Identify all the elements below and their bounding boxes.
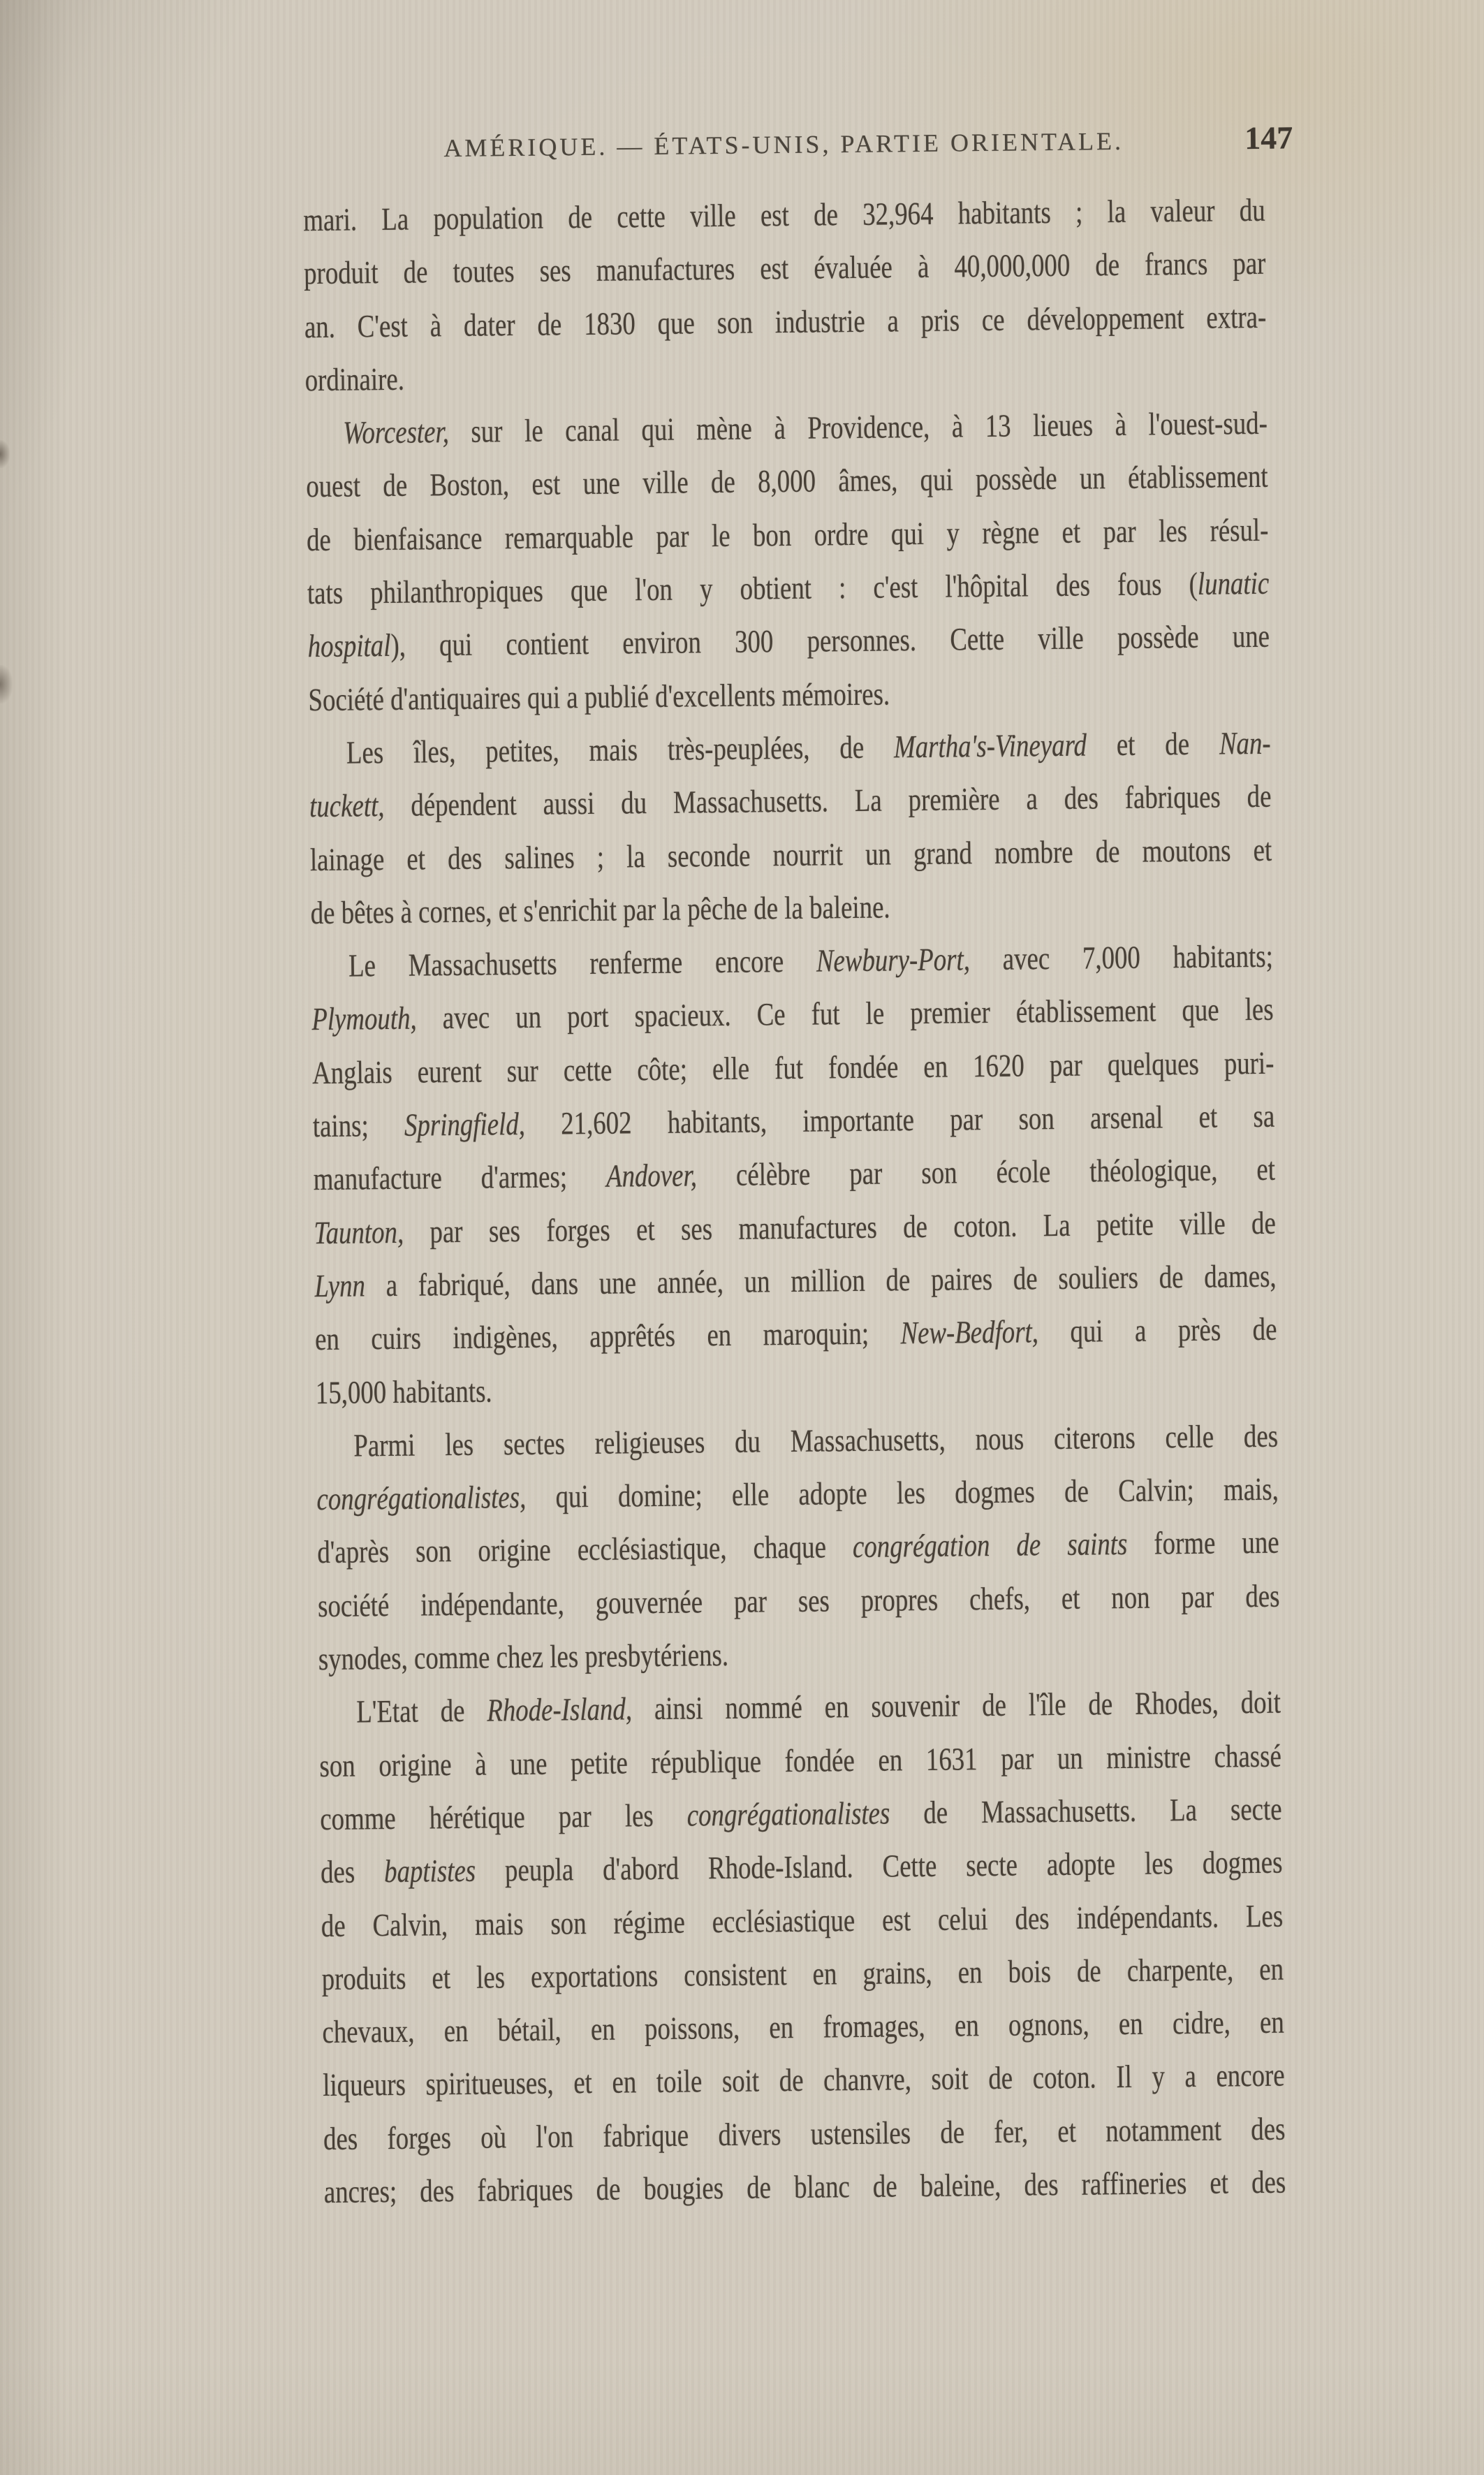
body-text: célèbre par son école théologique, et <box>696 1151 1276 1193</box>
text-line <box>318 1569 1280 1633</box>
text-line <box>323 2102 1286 2166</box>
text-line <box>303 184 1265 247</box>
italic-text: Newbury-Port, <box>816 941 971 979</box>
body-text: chevaux, en bétail, en poissons, en fromages, en ognons, en cidre, en <box>322 2003 1285 2050</box>
page-number: 147 <box>1244 119 1293 156</box>
text-line <box>322 1996 1284 2059</box>
body-text: an. C'est à dater de 1830 que son industrie a pris ce développement extra- <box>304 298 1267 344</box>
body-text: comme hérétique par les <box>320 1797 688 1837</box>
text-line <box>307 557 1270 620</box>
text-line <box>304 237 1266 300</box>
italic-text: Andover, <box>605 1157 698 1195</box>
body-text: en cuirs indigènes, apprêtés en maroquin; <box>314 1315 901 1357</box>
body-text: synodes, comme chez les presbytériens. <box>318 1636 729 1677</box>
text-line <box>307 610 1270 673</box>
body-text: de Massachusetts. La secte <box>890 1790 1282 1831</box>
text-line <box>309 717 1271 780</box>
text-line <box>311 930 1273 993</box>
body-text: ouest de Boston, est une ville de 8,000 âmes, qui possède un établissement <box>306 458 1268 504</box>
text-line <box>321 1942 1284 2006</box>
body-text: Société d'antiquaires qui a publié d'excellents mémoires. <box>308 676 890 717</box>
body-text: L'Etat de <box>356 1692 487 1730</box>
italic-text: baptistes <box>383 1852 476 1890</box>
body-text: dépendent aussi du Massachusetts. La première a des fabriques de <box>384 778 1272 824</box>
body-text: 15,000 habitants. <box>315 1373 492 1410</box>
body-text: lainage et des salines ; la seconde nourrit un grand nombre de moutons et <box>309 831 1272 877</box>
body-text: de Calvin, mais son régime ecclésiastique est celui des indépendants. Les <box>321 1897 1284 1943</box>
running-title: AMÉRIQUE. — ÉTATS-UNIS, PARTIE ORIENTALE. <box>443 126 1124 163</box>
body-text: des <box>320 1853 385 1890</box>
text-line <box>315 1303 1277 1366</box>
italic-text: Worcester, <box>342 414 450 451</box>
body-text: Anglais eurent sur cette côte; elle fut fondée en 1620 par quelques puri- <box>311 1044 1274 1090</box>
text-line <box>311 983 1274 1046</box>
body-text: Le Massachusetts renferme encore <box>348 942 817 984</box>
body-text: avec 7,000 habitants; <box>969 937 1274 977</box>
page-header <box>302 119 1293 164</box>
body-text: par ses forges et ses manufactures de coton. La petite ville de <box>403 1204 1277 1250</box>
text-line <box>317 1516 1279 1579</box>
body-text: son origine à une petite république fondée en 1631 par un ministre chassé <box>319 1737 1282 1783</box>
text-line <box>323 2156 1286 2219</box>
text-lines <box>303 184 1286 2219</box>
text-line <box>304 344 1267 407</box>
italic-text: lunatic <box>1197 564 1270 601</box>
body-text: forme une <box>1127 1524 1279 1562</box>
text-line <box>313 1143 1275 1206</box>
body-text: sur le canal qui mène à Providence, à 13 lieues à l'ouest-sud- <box>448 404 1268 450</box>
body-text: Les îles, petites, mais très-peuplées, de <box>346 729 895 771</box>
italic-text: Rhode-Island, <box>487 1691 633 1728</box>
body-text: avec un port spacieux. Ce fut le premier établissement que les <box>416 991 1274 1037</box>
body-text: qui a près de <box>1038 1310 1277 1350</box>
text-line <box>320 1783 1282 1846</box>
text-line <box>321 1889 1283 1952</box>
body-text: ancres; des fabriques de bougies de blanc de baleine, des raffineries et des <box>323 2163 1286 2210</box>
text-block <box>302 119 1293 2272</box>
italic-text: congrégationalistes <box>686 1795 890 1833</box>
italic-text: congrégation de saints <box>852 1526 1128 1565</box>
text-line <box>305 397 1268 460</box>
body-text: d'après son origine ecclésiastique, chaque <box>317 1528 853 1570</box>
body-text: ainsi nommé en souvenir de l'île de Rhodes, doit <box>631 1684 1281 1727</box>
page-edge-mark <box>0 665 13 703</box>
text-line <box>312 1036 1274 1100</box>
text-line <box>318 1676 1281 1739</box>
text-line <box>304 290 1267 353</box>
body-text: ), qui contient environ 300 personnes. Cette ville possède une <box>390 618 1270 664</box>
body-text: ordinaire. <box>304 360 405 398</box>
italic-text: Martha's-Vineyard <box>893 727 1087 765</box>
text-line <box>321 1836 1283 1899</box>
italic-text: tuckett, <box>309 787 385 824</box>
text-line <box>314 1196 1276 1260</box>
text-line <box>316 1410 1278 1473</box>
body-text: de bêtes à cornes, et s'enrichit par la pêche de la baleine. <box>310 889 890 931</box>
page-edge-mark <box>0 440 10 468</box>
text-line <box>306 450 1268 513</box>
body-text: tains; <box>312 1107 405 1144</box>
text-line <box>310 877 1272 940</box>
body-text: a fabriqué, dans une année, un million de paires de souliers de dames, <box>365 1257 1277 1304</box>
text-line <box>312 1090 1274 1153</box>
body-text: des forges où l'on fabrique divers ustensiles de fer, et notamment des <box>323 2110 1286 2156</box>
text-line <box>318 1623 1280 1686</box>
text-line <box>315 1356 1277 1419</box>
body-text: de bienfaisance remarquable par le bon ordre qui y règne et par les résul- <box>306 511 1269 557</box>
body-text: et de <box>1086 725 1220 763</box>
text-line <box>316 1463 1279 1526</box>
body-text: produits et les exportations consistent en grains, en bois de charpente, en <box>321 1950 1284 1996</box>
italic-text: Nan- <box>1219 724 1271 761</box>
italic-text: congrégationalistes, <box>316 1479 527 1517</box>
body-text: mari. La population de cette ville est de 32,964 habitants ; la valeur du <box>303 191 1265 238</box>
text-line <box>323 2049 1285 2112</box>
body-text: manufacture d'armes; <box>313 1158 607 1197</box>
body-text: qui domine; elle adopte les dogmes de Calvin; mais, <box>525 1470 1279 1515</box>
body-text: liqueurs spiritueuses, et en toile soit de chanvre, soit de coton. Il y a encore <box>323 2057 1285 2103</box>
text-line <box>308 663 1270 727</box>
body-text: produit de toutes ses manufactures est évaluée à 40,000,000 de francs par <box>303 245 1266 291</box>
body-text: 21,602 habitants, importante par son arsenal et sa <box>524 1097 1275 1141</box>
italic-text: Lynn <box>314 1267 366 1304</box>
italic-text: New-Bedfort, <box>900 1313 1039 1351</box>
body-text: tats philanthropiques que l'on y obtient : c'est l'hôpital des fous ( <box>307 565 1198 611</box>
italic-text: Springfield, <box>404 1106 526 1143</box>
text-line <box>319 1729 1281 1793</box>
body-text: société indépendante, gouvernée par ses propres chefs, et non par des <box>317 1577 1280 1623</box>
body-text: Parmi les sectes religieuses du Massachusetts, nous citerons celle des <box>353 1417 1279 1463</box>
text-line <box>309 770 1272 833</box>
text-line <box>307 504 1269 567</box>
text-line <box>310 823 1272 886</box>
italic-text: Taunton, <box>314 1213 404 1250</box>
body-text: peupla d'abord Rhode-Island. Cette secte adopte les dogmes <box>475 1844 1283 1888</box>
italic-text: Plymouth, <box>311 1000 417 1037</box>
italic-text: hospital <box>307 627 391 664</box>
text-line <box>314 1250 1277 1313</box>
